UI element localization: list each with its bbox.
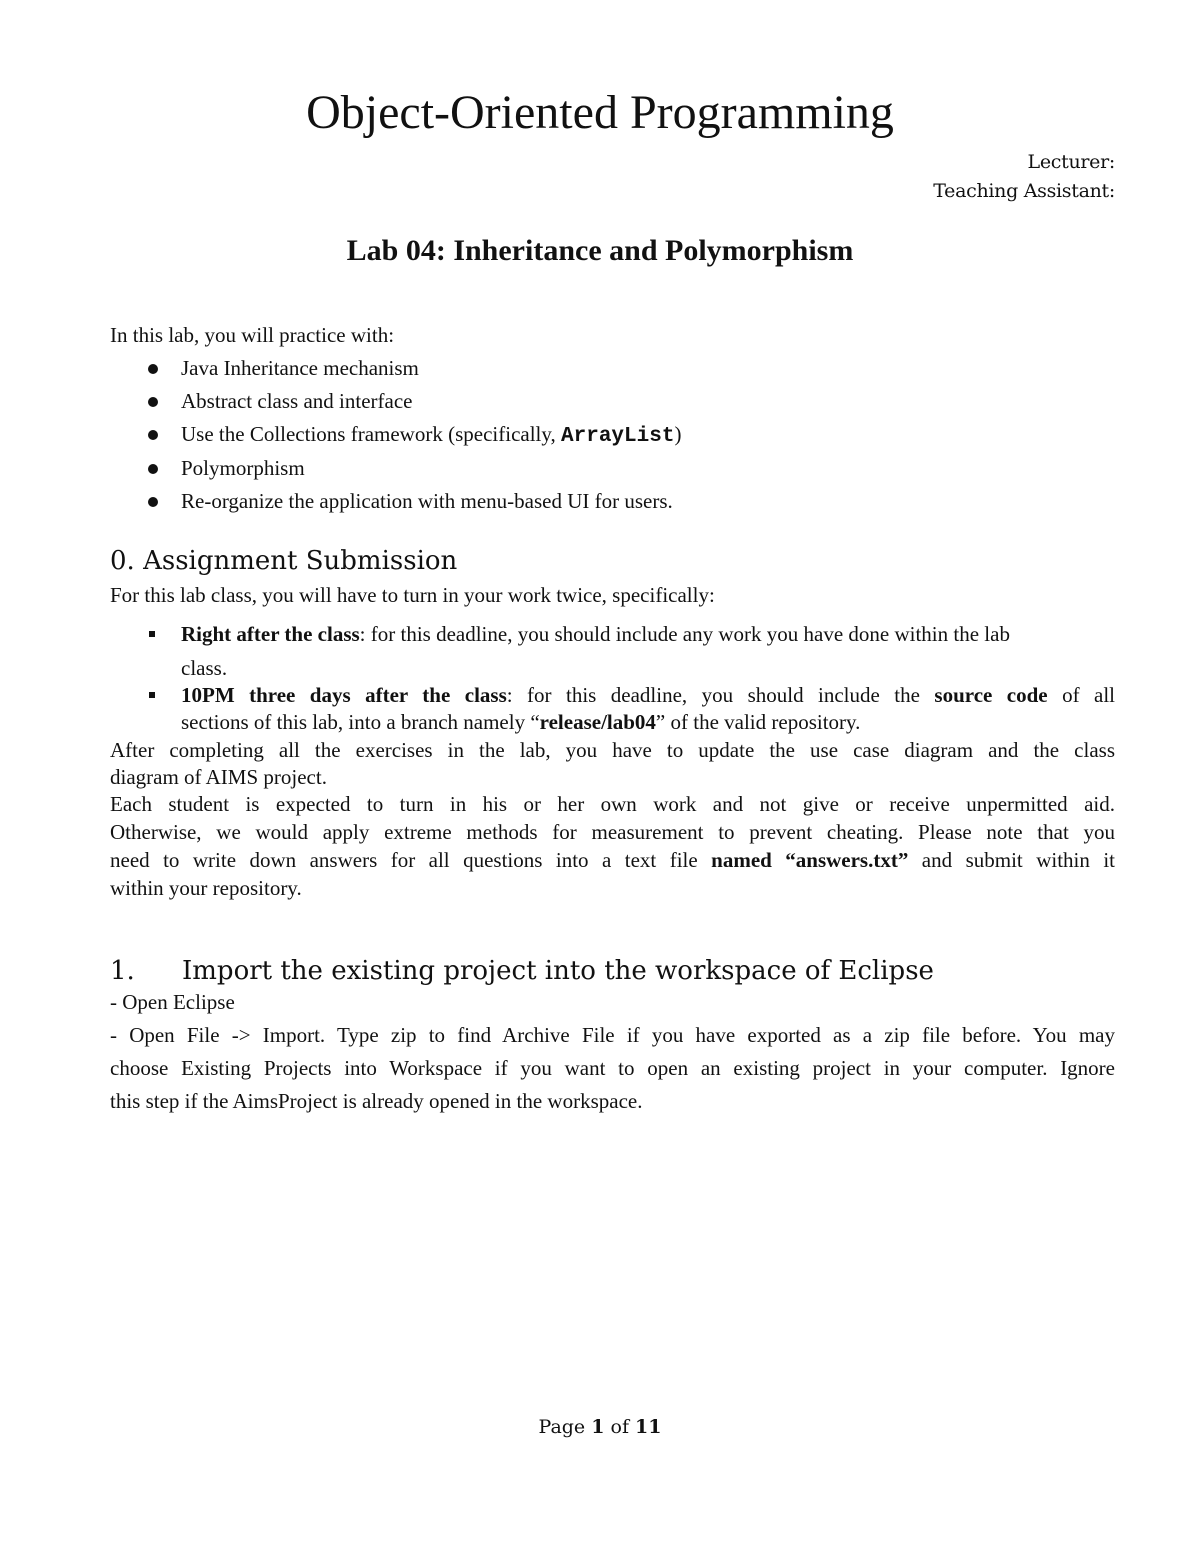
list-item: Right after the class: for this deadline, you should include any work you have done within the lab (181, 622, 1010, 646)
page-number: Page 1 of 11 (538, 1416, 662, 1438)
paragraph-line: within your repository. (110, 876, 302, 900)
list-item: Use the Collections framework (specifically, ArrayList) (181, 422, 682, 448)
paragraph-line: diagram of AIMS project. (110, 765, 327, 789)
list-item: Re-organize the application with menu-based UI for users. (181, 489, 673, 513)
lecturer-label: Lecturer: (1027, 151, 1115, 173)
bullet-icon (148, 464, 158, 474)
paragraph-line: need to write down answers for all questions into a text file named “answers.txt” and submit within it (110, 848, 1115, 872)
paragraph-line: choose Existing Projects into Workspace if you want to open an existing project in your computer. Ignore (110, 1056, 1115, 1080)
paragraph-line: this step if the AimsProject is already opened in the workspace. (110, 1089, 643, 1113)
intro-lead: In this lab, you will practice with: (110, 323, 395, 347)
list-item: Java Inheritance mechanism (181, 356, 419, 380)
paragraph-line: After completing all the exercises in the lab, you have to update the use case diagram and the class (110, 738, 1115, 762)
list-item: Abstract class and interface (181, 389, 413, 413)
section-0-lead: For this lab class, you will have to turn in your work twice, specifically: (110, 583, 715, 607)
section-0-heading: 0. Assignment Submission (110, 546, 458, 576)
lab-title: Lab 04: Inheritance and Polymorphism (346, 234, 854, 267)
list-item: Polymorphism (181, 456, 305, 480)
paragraph-line: - Open Eclipse (110, 990, 235, 1014)
bullet-icon (148, 430, 158, 440)
section-1-heading: Import the existing project into the workspace of Eclipse (182, 956, 934, 986)
list-item-continuation: sections of this lab, into a branch namely “release/lab04” of the valid repository. (181, 710, 861, 734)
paragraph-line: - Open File -> Import. Type zip to find Archive File if you have exported as a zip file before. You may (110, 1023, 1115, 1047)
bullet-icon (148, 364, 158, 374)
section-1-number: 1. (110, 956, 135, 986)
paragraph-line: Otherwise, we would apply extreme methods for measurement to prevent cheating. Please note that you (110, 820, 1115, 844)
bullet-icon (148, 497, 158, 507)
code-term: ArrayList (561, 425, 675, 448)
teaching-assistant-label: Teaching Assistant: (933, 180, 1115, 202)
square-bullet-icon (149, 631, 155, 637)
paragraph-line: Each student is expected to turn in his or her own work and not give or receive unpermitted aid. (110, 792, 1115, 816)
document-title: Object-Oriented Programming (306, 86, 894, 139)
bullet-icon (148, 397, 158, 407)
square-bullet-icon (149, 692, 155, 698)
list-item: 10PM three days after the class: for this deadline, you should include the source code of all (181, 683, 1116, 707)
list-item-continuation: class. (181, 656, 228, 680)
